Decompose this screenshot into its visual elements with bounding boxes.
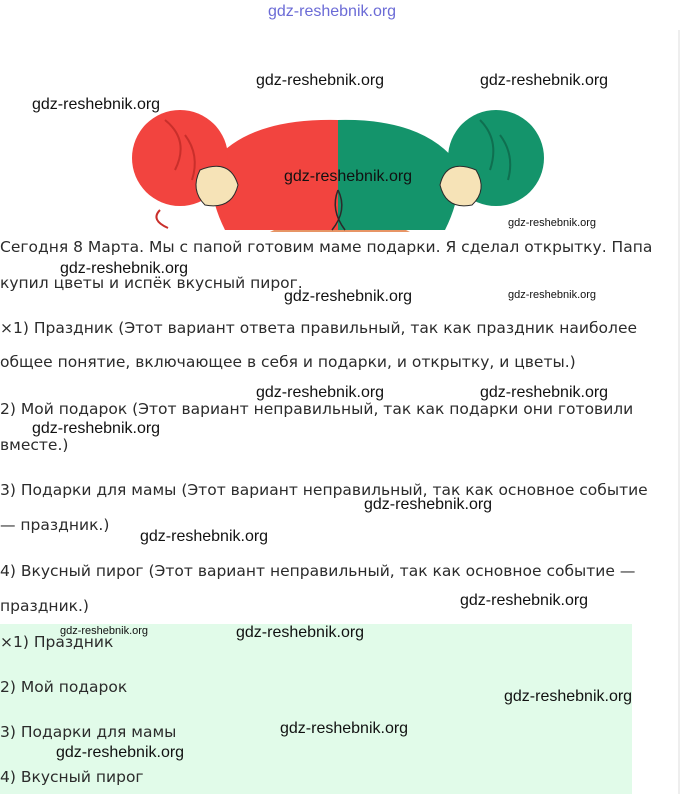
watermark: gdz-reshebnik.org (480, 72, 609, 89)
watermark: gdz-reshebnik.org (280, 720, 409, 737)
watermark: gdz-reshebnik.org (60, 260, 189, 277)
watermark: gdz-reshebnik.org (256, 72, 385, 89)
story-line-2: купил цветы и испёк вкусный пирог. (0, 274, 303, 292)
option-3-line-1: 3) Подарки для мамы (Этот вариант неправильный, так как основное событие (0, 481, 648, 499)
answer-1: ×1) Праздник (0, 633, 114, 651)
option-2-line-1: 2) Мой подарок (Этот вариант неправильный, так как подарки они готовили (0, 400, 634, 418)
watermark: gdz-reshebnik.org (508, 217, 597, 229)
watermark: gdz-reshebnik.org (508, 289, 597, 301)
option-1-line-2: общее понятие, включающее в себя и подарки, и открытку, и цветы.) (0, 353, 576, 371)
watermark: gdz-reshebnik.org (284, 168, 413, 185)
watermark: gdz-reshebnik.org (60, 625, 149, 637)
watermark: gdz-reshebnik.org (364, 496, 493, 513)
option-1-line-1: ×1) Праздник (Этот вариант ответа правильный, так как праздник наиболее (0, 319, 638, 337)
watermark: gdz-reshebnik.org (140, 528, 269, 545)
watermark: gdz-reshebnik.org (504, 688, 633, 705)
watermark: gdz-reshebnik.org (460, 592, 589, 609)
answer-2: 2) Мой подарок (0, 678, 128, 696)
story-line-1: Сегодня 8 Марта. Мы с папой готовим маме подарки. Я сделал открытку. Папа (0, 238, 653, 256)
option-4-line-2: праздник.) (0, 597, 89, 615)
watermark: gdz-reshebnik.org (480, 384, 609, 401)
answer-3: 3) Подарки для мамы (0, 723, 177, 741)
answer-4: 4) Вкусный пирог (0, 768, 144, 786)
watermark: gdz-reshebnik.org (32, 96, 161, 113)
watermark: gdz-reshebnik.org (284, 288, 413, 305)
watermark: gdz-reshebnik.org (236, 624, 365, 641)
watermark: gdz-reshebnik.org (268, 3, 397, 20)
watermark: gdz-reshebnik.org (256, 384, 385, 401)
watermark: gdz-reshebnik.org (32, 420, 161, 437)
option-3-line-2: — праздник.) (0, 516, 110, 534)
option-4-line-1: 4) Вкусный пирог (Этот вариант неправильный, так как основное событие — (0, 562, 636, 580)
girl-head-illustration (0, 100, 680, 232)
option-2-line-2: вместе.) (0, 436, 69, 454)
watermark: gdz-reshebnik.org (56, 744, 185, 761)
